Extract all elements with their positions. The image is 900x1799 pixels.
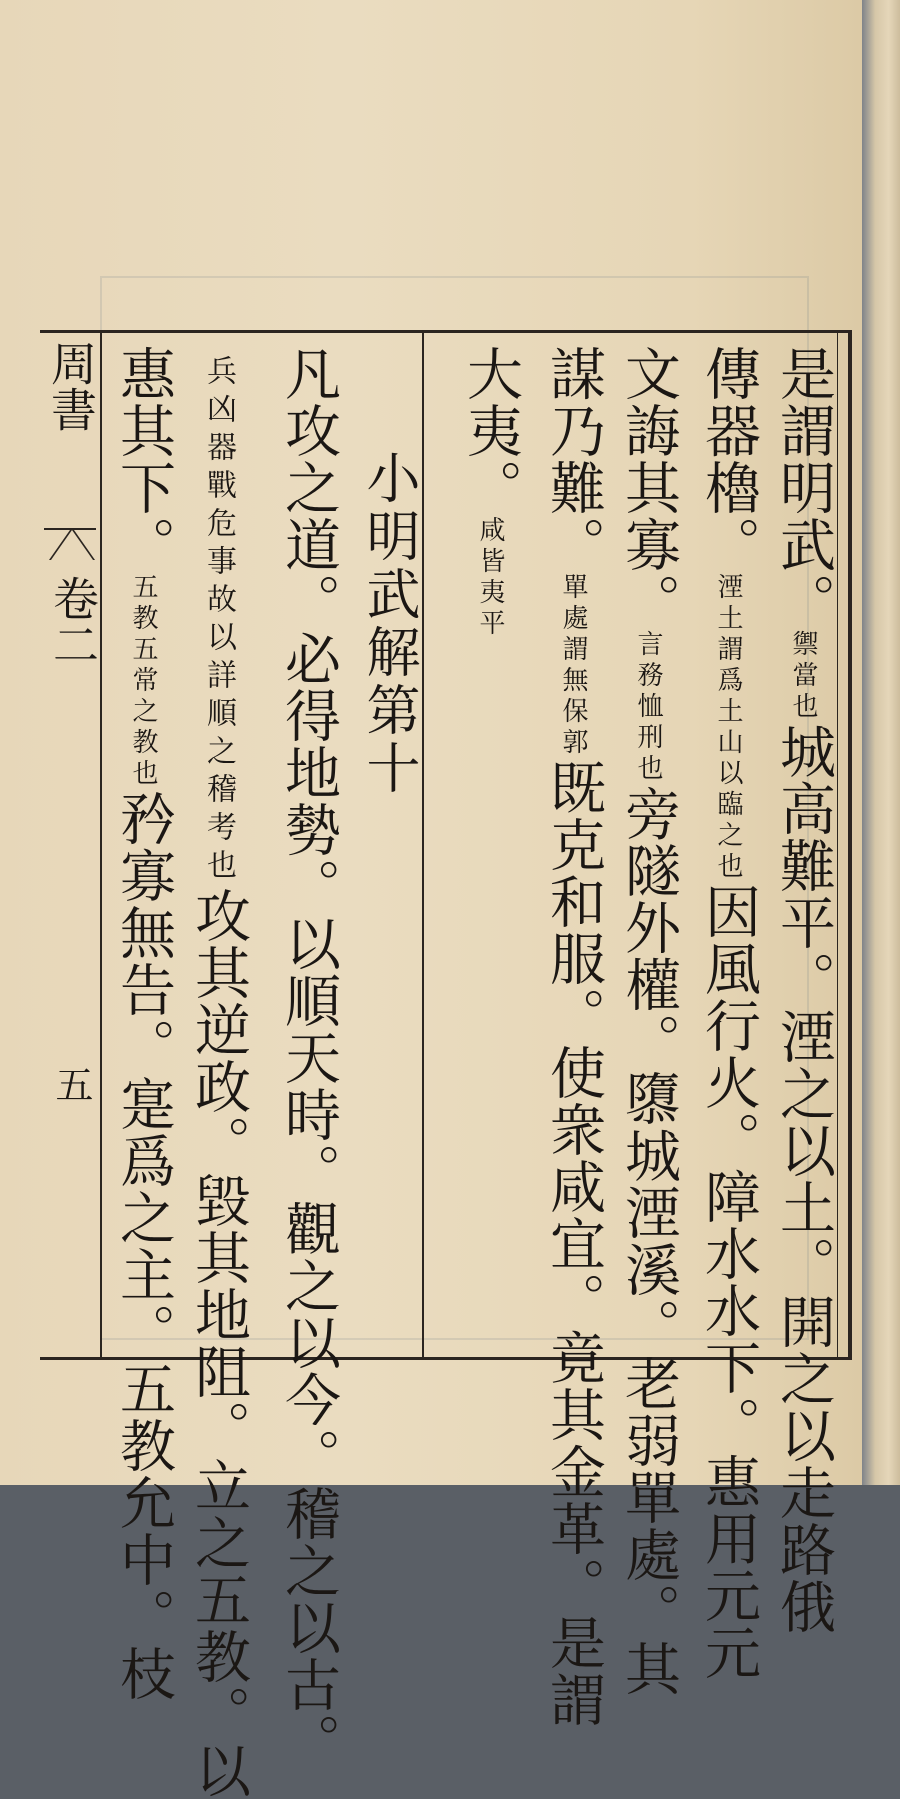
chapter-title: 小明武解第十 <box>358 450 421 798</box>
text-column-5: 大夷。咸皆夷平 <box>458 345 523 640</box>
frame-inner-line <box>837 333 838 1357</box>
text-column-1: 是謂明武。禦當也城高難平。湮之以土。開之以走路俄 <box>771 345 836 1635</box>
text-column-7: 兵凶器戰危事故以詳順之稽考也攻其逆政。毀其地阻。立之五教。以 <box>186 355 251 1799</box>
text-column-2: 傳器櫓。湮土謂爲土山以臨之也因風行火。障水水下。惠用元元 <box>696 345 761 1681</box>
text-column-4: 謀乃難。單處謂無保郭既克和服。使衆咸宜。竟其金革。是謂 <box>541 345 606 1728</box>
column-rule-chapter <box>422 333 424 1358</box>
text-column-6: 凡攻之道。必得地勢。以順天時。觀之以今。稽之以古。 <box>276 345 341 1770</box>
text-column-8: 惠其下。五教五常之教也矜寡無告。寔爲之主。五教允中。枝 <box>111 345 176 1702</box>
column-rule-margin <box>100 333 102 1358</box>
margin-juan: 卷二 <box>46 575 100 667</box>
text-column-3: 文誨其寡。言務恤刑也旁隧外權。隳城湮溪。老弱單處。其 <box>616 345 681 1697</box>
page-gutter <box>862 0 900 1485</box>
margin-page-number: 五 <box>49 1065 93 1103</box>
margin-book-title: 周書 <box>44 340 98 432</box>
